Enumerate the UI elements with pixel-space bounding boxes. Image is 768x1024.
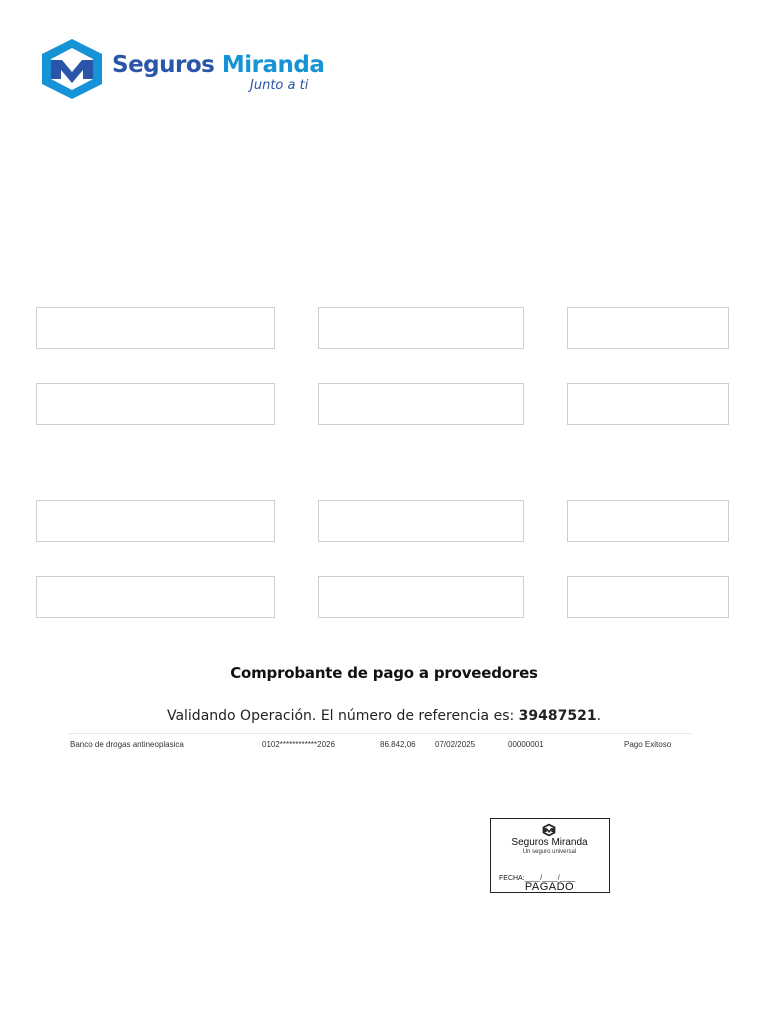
payment-provider: Banco de drogas antineoplasica [70,740,184,749]
validation-message: Validando Operación. El número de referencia es: 39487521. [166,708,602,724]
payment-account: 0102************2026 [262,740,335,749]
form-field-r2-c2[interactable] [318,383,524,425]
brand-name: Seguros Miranda [112,52,325,78]
form-field-r1-c1[interactable] [36,307,275,349]
payment-code: 00000001 [508,740,544,749]
reference-number: 39487521 [518,708,597,724]
brand-logo [36,36,336,108]
paid-stamp [490,818,610,893]
brand-tagline: Junto a ti [250,78,309,93]
document-title: Comprobante de pago a proveedores [230,664,538,682]
stamp-date-label: FECHA:____/____/____ [499,875,576,882]
form-field-r4-c2[interactable] [318,576,524,618]
form-field-r1-c3[interactable] [567,307,729,349]
payment-status: Pago Exitoso [624,740,672,749]
form-field-r1-c2[interactable] [318,307,524,349]
divider [68,733,691,734]
form-field-r2-c1[interactable] [36,383,275,425]
stamp-tagline: Un seguro universal [522,849,577,855]
stamp-brand-name: Seguros Miranda [511,837,588,848]
stamp-emblem-icon [541,823,557,837]
form-field-r3-c1[interactable] [36,500,275,542]
brand-emblem-icon [36,36,108,102]
form-field-r2-c3[interactable] [567,383,729,425]
payment-date: 07/02/2025 [435,740,476,749]
form-field-r3-c2[interactable] [318,500,524,542]
payment-amount: 86.842,06 [380,740,416,749]
form-field-r3-c3[interactable] [567,500,729,542]
stamp-status: PAGADO [524,881,575,893]
form-field-r4-c1[interactable] [36,576,275,618]
form-field-r4-c3[interactable] [567,576,729,618]
